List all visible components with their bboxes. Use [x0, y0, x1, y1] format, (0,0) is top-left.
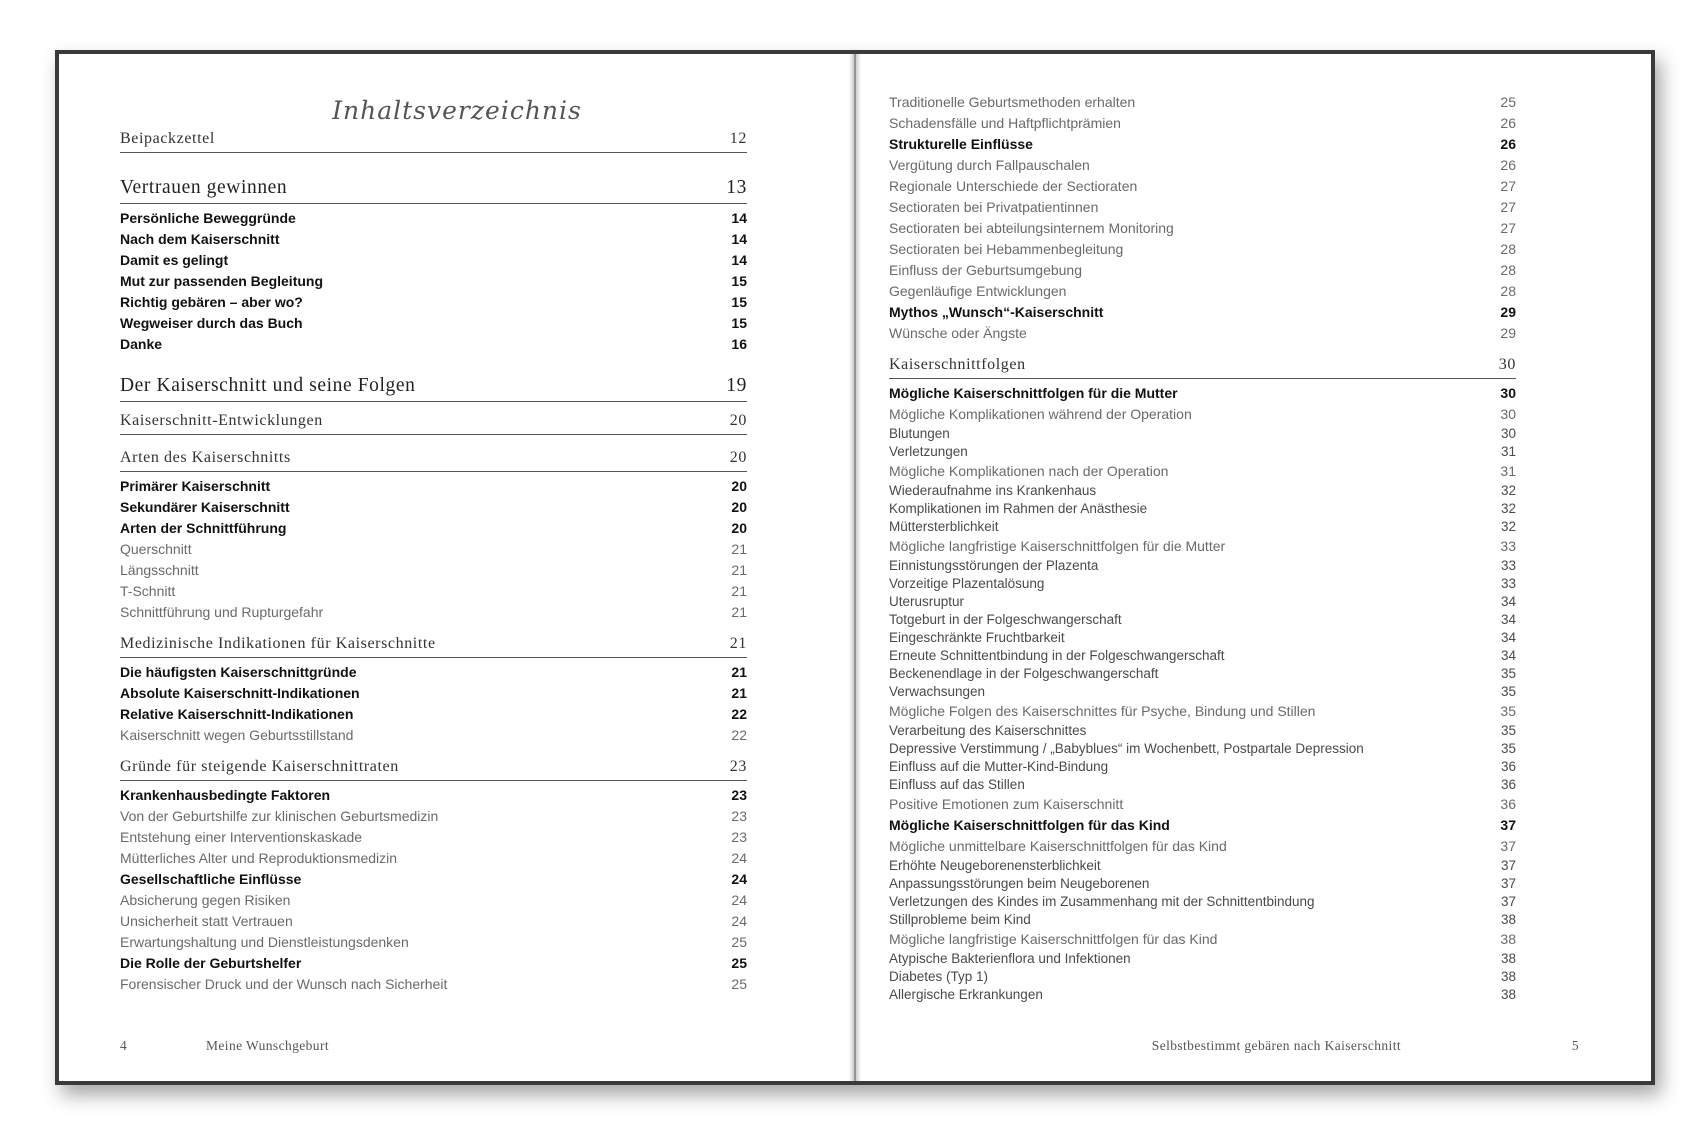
toc-entry-label: Erwartungshaltung und Dienstleistungsdenken — [120, 934, 409, 950]
toc-entry-label: Kaiserschnittfolgen — [889, 356, 1026, 373]
toc-entry-label: T-Schnitt — [120, 583, 176, 599]
toc-entry-page-number: 22 — [731, 727, 747, 743]
toc-entry — [120, 953, 747, 974]
toc-entry — [120, 229, 747, 250]
toc-entry-page-number: 28 — [1500, 241, 1516, 257]
toc-entry-label: Müttersterblichkeit — [889, 519, 999, 534]
toc-entry-label: Absolute Kaiserschnitt-Indikationen — [120, 685, 360, 701]
toc-entry — [889, 875, 1516, 893]
toc-entry-label: Strukturelle Einflüsse — [889, 136, 1033, 152]
toc-entry-page-number: 23 — [729, 758, 747, 775]
toc-entry — [120, 932, 747, 953]
toc-entry-page-number: 29 — [1500, 325, 1516, 341]
toc-entry — [889, 461, 1516, 482]
toc-entry-page-number: 21 — [731, 541, 747, 557]
toc-entry-page-number: 32 — [1500, 519, 1516, 534]
toc-entry-label: Regionale Unterschiede der Sectioraten — [889, 178, 1138, 194]
toc-entry-label: Krankenhausbedingte Faktoren — [120, 787, 331, 803]
toc-entry-label: Unsicherheit statt Vertrauen — [120, 913, 293, 929]
toc-entry-label: Absicherung gegen Risiken — [120, 892, 291, 908]
toc-section-heading — [120, 177, 747, 204]
toc-entry-page-number: 32 — [1500, 483, 1516, 498]
toc-entry-label: Eingeschränkte Fruchtbarkeit — [889, 630, 1065, 645]
toc-entry-label: Sectioraten bei Privatpatientinnen — [889, 199, 1099, 215]
toc-entry — [120, 560, 747, 581]
toc-entry-label: Nach dem Kaiserschnitt — [120, 231, 280, 247]
toc-entry-page-number: 27 — [1500, 199, 1516, 215]
toc-entry-label: Der Kaiserschnitt und seine Folgen — [120, 375, 416, 396]
toc-entry-page-number: 16 — [731, 336, 747, 352]
toc-entry — [120, 271, 747, 292]
toc-entry-label: Forensischer Druck und der Wunsch nach Sicherheit — [120, 976, 448, 992]
toc-entry-label: Depressive Verstimmung / „Babyblues“ im Wochenbett, Postpartale Depression — [889, 741, 1364, 756]
toc-entry-page-number: 24 — [731, 892, 747, 908]
toc-entry-label: Beckenendlage in der Folgeschwangerschaft — [889, 666, 1159, 681]
toc-entry-label: Sekundärer Kaiserschnitt — [120, 499, 290, 515]
toc-entry — [889, 701, 1516, 722]
toc-entry-label: Einnistungsstörungen der Plazenta — [889, 558, 1099, 573]
toc-entry-label: Anpassungsstörungen beim Neugeborenen — [889, 876, 1150, 891]
toc-entry-label: Allergische Erkrankungen — [889, 987, 1043, 1002]
toc-entry-label: Mögliche Folgen des Kaiserschnittes für Psyche, Bindung und Stillen — [889, 703, 1316, 719]
toc-entry-page-number: 15 — [731, 294, 747, 310]
toc-entry-label: Atypische Bakterienflora und Infektionen — [889, 951, 1131, 966]
toc-entry — [120, 848, 747, 869]
toc-entry-page-number: 25 — [1500, 94, 1516, 110]
toc-entry — [120, 518, 747, 539]
toc-entry — [889, 911, 1516, 929]
toc-section-heading — [120, 449, 747, 472]
toc-entry — [120, 539, 747, 560]
toc-entry-label: Persönliche Beweggründe — [120, 210, 296, 226]
right-page — [855, 54, 1651, 1081]
toc-entry — [889, 518, 1516, 536]
toc-entry-page-number: 24 — [731, 850, 747, 866]
toc-entry — [120, 313, 747, 334]
toc-entry-page-number: 27 — [1500, 220, 1516, 236]
toc-entry — [889, 968, 1516, 986]
toc-entry-page-number: 21 — [729, 635, 747, 652]
toc-entry — [889, 815, 1516, 836]
toc-entry — [889, 239, 1516, 260]
left-page — [59, 54, 855, 1081]
toc-entry-page-number: 25 — [731, 934, 747, 950]
toc-entry-page-number: 22 — [731, 706, 747, 722]
toc-entry-page-number: 38 — [1500, 931, 1516, 947]
toc-entry-label: Mögliche langfristige Kaiserschnittfolgen für die Mutter — [889, 538, 1226, 554]
toc-entry-label: Uterusruptur — [889, 594, 965, 609]
toc-entry-page-number: 31 — [1500, 444, 1516, 459]
toc-entry — [889, 113, 1516, 134]
toc-entry — [889, 176, 1516, 197]
toc-section-heading — [120, 635, 747, 658]
toc-entry-label: Vertrauen gewinnen — [120, 177, 288, 198]
toc-entry-label: Arten der Schnittführung — [120, 520, 287, 536]
toc-section-heading — [120, 130, 747, 153]
toc-entry — [889, 197, 1516, 218]
toc-entry-page-number: 23 — [731, 829, 747, 845]
toc-entry — [889, 281, 1516, 302]
toc-entry-label: Kaiserschnitt wegen Geburtsstillstand — [120, 727, 354, 743]
toc-entry-page-number: 26 — [1500, 136, 1516, 152]
toc-entry-page-number: 15 — [731, 273, 747, 289]
toc-entry — [889, 740, 1516, 758]
toc-entry — [120, 704, 747, 725]
book-spine — [849, 54, 861, 1081]
toc-entry-label: Mythos „Wunsch“-Kaiserschnitt — [889, 304, 1104, 320]
left-toc-column — [120, 130, 747, 995]
toc-entry-label: Erneute Schnittentbindung in der Folgeschwangerschaft — [889, 648, 1225, 663]
toc-entry — [889, 665, 1516, 683]
toc-entry-label: Medizinische Indikationen für Kaiserschnitte — [120, 635, 436, 652]
toc-entry — [889, 683, 1516, 701]
toc-entry-page-number: 34 — [1500, 630, 1516, 645]
toc-entry-page-number: 36 — [1500, 777, 1516, 792]
toc-entry-label: Blutungen — [889, 426, 950, 441]
toc-entry-page-number: 24 — [731, 913, 747, 929]
toc-entry — [889, 218, 1516, 239]
toc-entry-label: Entstehung einer Interventionskaskade — [120, 829, 363, 845]
toc-entry — [889, 404, 1516, 425]
toc-entry — [889, 950, 1516, 968]
toc-entry — [889, 776, 1516, 794]
toc-entry — [120, 725, 747, 746]
toc-entry-page-number: 37 — [1500, 838, 1516, 854]
toc-entry-page-number: 35 — [1500, 723, 1516, 738]
toc-entry — [120, 292, 747, 313]
toc-entry — [120, 911, 747, 932]
toc-entry — [889, 647, 1516, 665]
toc-entry-label: Positive Emotionen zum Kaiserschnitt — [889, 796, 1124, 812]
toc-entry-page-number: 13 — [726, 177, 747, 198]
toc-entry-label: Mut zur passenden Begleitung — [120, 273, 324, 289]
toc-entry — [889, 857, 1516, 875]
toc-entry-label: Mögliche unmittelbare Kaiserschnittfolgen für das Kind — [889, 838, 1227, 854]
toc-entry — [889, 893, 1516, 911]
toc-entry-label: Richtig gebären – aber wo? — [120, 294, 303, 310]
toc-entry — [889, 836, 1516, 857]
toc-entry-label: Schadensfälle und Haftpflichtprämien — [889, 115, 1121, 131]
toc-entry-page-number: 12 — [729, 130, 747, 147]
toc-entry-page-number: 37 — [1500, 894, 1516, 909]
toc-entry-page-number: 20 — [731, 499, 747, 515]
toc-entry-page-number: 38 — [1500, 969, 1516, 984]
toc-entry — [120, 250, 747, 271]
toc-entry-page-number: 29 — [1500, 304, 1516, 320]
toc-entry — [120, 890, 747, 911]
toc-entry — [889, 758, 1516, 776]
toc-entry — [889, 425, 1516, 443]
toc-entry — [120, 334, 747, 355]
toc-entry-page-number: 35 — [1500, 741, 1516, 756]
toc-entry-label: Komplikationen im Rahmen der Anästhesie — [889, 501, 1148, 516]
toc-entry-page-number: 21 — [731, 562, 747, 578]
toc-entry-page-number: 31 — [1500, 463, 1516, 479]
toc-entry-label: Wünsche oder Ängste — [889, 325, 1027, 341]
toc-entry-page-number: 26 — [1500, 157, 1516, 173]
toc-entry — [889, 155, 1516, 176]
toc-entry-label: Die Rolle der Geburtshelfer — [120, 955, 302, 971]
toc-section-heading — [120, 758, 747, 781]
toc-entry-label: Gegenläufige Entwicklungen — [889, 283, 1067, 299]
toc-entry-page-number: 21 — [731, 583, 747, 599]
toc-entry-page-number: 23 — [731, 808, 747, 824]
toc-section-heading — [120, 375, 747, 402]
toc-entry-label: Mütterliches Alter und Reproduktionsmedizin — [120, 850, 398, 866]
toc-entry-page-number: 26 — [1500, 115, 1516, 131]
toc-entry-label: Einfluss auf das Stillen — [889, 777, 1025, 792]
toc-entry-label: Mögliche Komplikationen während der Operation — [889, 406, 1192, 422]
toc-entry-label: Mögliche Kaiserschnittfolgen für das Kind — [889, 817, 1170, 833]
toc-entry-page-number: 35 — [1500, 666, 1516, 681]
toc-entry-page-number: 30 — [1500, 406, 1516, 422]
toc-entry-label: Gründe für steigende Kaiserschnittraten — [120, 758, 399, 775]
toc-entry-label: Sectioraten bei abteilungsinternem Monitoring — [889, 220, 1174, 236]
toc-entry-page-number: 14 — [731, 252, 747, 268]
toc-entry-page-number: 32 — [1500, 501, 1516, 516]
toc-entry-label: Arten des Kaiserschnitts — [120, 449, 291, 466]
toc-entry — [889, 482, 1516, 500]
toc-entry — [889, 794, 1516, 815]
toc-entry-label: Sectioraten bei Hebammenbegleitung — [889, 241, 1124, 257]
toc-entry — [120, 476, 747, 497]
toc-entry-label: Von der Geburtshilfe zur klinischen Geburtsmedizin — [120, 808, 439, 824]
toc-entry — [889, 722, 1516, 740]
toc-entry-page-number: 28 — [1500, 283, 1516, 299]
toc-entry-label: Verarbeitung des Kaiserschnittes — [889, 723, 1087, 738]
toc-entry — [889, 383, 1516, 404]
toc-entry — [889, 500, 1516, 518]
toc-entry — [120, 581, 747, 602]
toc-entry-label: Mögliche Kaiserschnittfolgen für die Mutter — [889, 385, 1178, 401]
toc-entry-label: Mögliche Komplikationen nach der Operation — [889, 463, 1169, 479]
toc-entry-page-number: 20 — [731, 520, 747, 536]
toc-entry-label: Einfluss der Geburtsumgebung — [889, 262, 1082, 278]
toc-entry — [889, 323, 1516, 344]
toc-entry — [889, 986, 1516, 1004]
toc-entry-label: Verletzungen — [889, 444, 968, 459]
toc-entry — [120, 785, 747, 806]
toc-entry-label: Einfluss auf die Mutter-Kind-Bindung — [889, 759, 1109, 774]
toc-entry-page-number: 25 — [731, 976, 747, 992]
toc-entry — [889, 611, 1516, 629]
toc-entry — [889, 629, 1516, 647]
toc-entry-label: Primärer Kaiserschnitt — [120, 478, 271, 494]
toc-entry-page-number: 36 — [1500, 796, 1516, 812]
toc-entry-page-number: 21 — [731, 685, 747, 701]
toc-entry-page-number: 35 — [1500, 703, 1516, 719]
toc-entry-page-number: 34 — [1500, 594, 1516, 609]
toc-entry — [120, 974, 747, 995]
toc-entry-page-number: 28 — [1500, 262, 1516, 278]
toc-entry-page-number: 21 — [731, 664, 747, 680]
right-toc-column — [889, 92, 1516, 1004]
toc-entry-page-number: 23 — [731, 787, 747, 803]
toc-entry-page-number: 15 — [731, 315, 747, 331]
toc-entry-page-number: 38 — [1500, 951, 1516, 966]
toc-entry-page-number: 30 — [1498, 356, 1516, 373]
toc-entry-page-number: 20 — [731, 478, 747, 494]
toc-entry-label: Totgeburt in der Folgeschwangerschaft — [889, 612, 1122, 627]
toc-entry-label: Die häufigsten Kaiserschnittgründe — [120, 664, 357, 680]
toc-entry-label: Relative Kaiserschnitt-Indikationen — [120, 706, 354, 722]
toc-title: Inhaltsverzeichnis — [332, 96, 582, 125]
toc-entry-label: Längsschnitt — [120, 562, 199, 578]
toc-entry — [889, 593, 1516, 611]
toc-entry-page-number: 20 — [729, 449, 747, 466]
toc-entry — [120, 497, 747, 518]
toc-entry-label: Verwachsungen — [889, 684, 986, 699]
toc-entry-page-number: 38 — [1500, 987, 1516, 1002]
toc-entry-label: Damit es gelingt — [120, 252, 229, 268]
toc-entry-page-number: 33 — [1500, 538, 1516, 554]
toc-entry-label: Verletzungen des Kindes im Zusammenhang mit der Schnittentbindung — [889, 894, 1315, 909]
toc-entry — [889, 134, 1516, 155]
toc-entry-page-number: 21 — [731, 604, 747, 620]
toc-entry — [120, 683, 747, 704]
toc-entry-page-number: 30 — [1500, 426, 1516, 441]
toc-entry — [889, 443, 1516, 461]
toc-entry-label: Wiederaufnahme ins Krankenhaus — [889, 483, 1097, 498]
toc-entry-label: Beipackzettel — [120, 130, 215, 147]
toc-entry-label: Querschnitt — [120, 541, 192, 557]
toc-entry-label: Schnittführung und Rupturgefahr — [120, 604, 324, 620]
toc-entry-page-number: 27 — [1500, 178, 1516, 194]
toc-entry-label: Vorzeitige Plazentalösung — [889, 576, 1045, 591]
toc-entry — [889, 575, 1516, 593]
toc-entry-page-number: 19 — [726, 375, 747, 396]
toc-entry-label: Kaiserschnitt-Entwicklungen — [120, 412, 323, 429]
toc-entry — [889, 260, 1516, 281]
toc-entry-page-number: 33 — [1500, 558, 1516, 573]
toc-entry — [120, 208, 747, 229]
toc-entry — [889, 557, 1516, 575]
toc-entry-label: Vergütung durch Fallpauschalen — [889, 157, 1090, 173]
toc-entry — [120, 602, 747, 623]
toc-entry — [120, 827, 747, 848]
toc-entry — [889, 92, 1516, 113]
toc-entry-page-number: 20 — [729, 412, 747, 429]
toc-entry-page-number: 37 — [1500, 858, 1516, 873]
book-spread — [55, 50, 1655, 1085]
toc-entry-label: Traditionelle Geburtsmethoden erhalten — [889, 94, 1136, 110]
right-running-title: Selbstbestimmt gebären nach Kaiserschnitt — [1151, 1038, 1401, 1053]
toc-entry-page-number: 30 — [1500, 385, 1516, 401]
toc-entry-label: Danke — [120, 336, 163, 352]
toc-entry — [889, 929, 1516, 950]
toc-entry-label: Erhöhte Neugeborenensterblichkeit — [889, 858, 1101, 873]
toc-entry-page-number: 36 — [1500, 759, 1516, 774]
toc-entry-page-number: 25 — [731, 955, 747, 971]
toc-entry-label: Diabetes (Typ 1) — [889, 969, 989, 984]
toc-entry-page-number: 37 — [1500, 876, 1516, 891]
toc-entry-label: Wegweiser durch das Buch — [120, 315, 303, 331]
toc-entry — [889, 536, 1516, 557]
toc-entry — [120, 806, 747, 827]
toc-entry — [120, 869, 747, 890]
toc-entry-page-number: 14 — [731, 231, 747, 247]
toc-entry-page-number: 35 — [1500, 684, 1516, 699]
toc-entry-page-number: 14 — [731, 210, 747, 226]
toc-entry-page-number: 24 — [731, 871, 747, 887]
toc-entry-label: Gesellschaftliche Einflüsse — [120, 871, 302, 887]
toc-entry-page-number: 33 — [1500, 576, 1516, 591]
toc-entry — [889, 302, 1516, 323]
toc-entry-page-number: 37 — [1500, 817, 1516, 833]
left-running-title: Meine Wunschgeburt — [206, 1038, 330, 1053]
left-page-number: 4 — [120, 1038, 128, 1053]
toc-section-heading — [120, 412, 747, 435]
toc-entry — [120, 662, 747, 683]
toc-entry-label: Stillprobleme beim Kind — [889, 912, 1031, 927]
toc-entry-page-number: 38 — [1500, 912, 1516, 927]
right-page-number: 5 — [1571, 1038, 1579, 1053]
toc-section-heading — [889, 356, 1516, 379]
toc-entry-page-number: 34 — [1500, 612, 1516, 627]
toc-entry-label: Mögliche langfristige Kaiserschnittfolgen für das Kind — [889, 931, 1218, 947]
toc-entry-page-number: 34 — [1500, 648, 1516, 663]
